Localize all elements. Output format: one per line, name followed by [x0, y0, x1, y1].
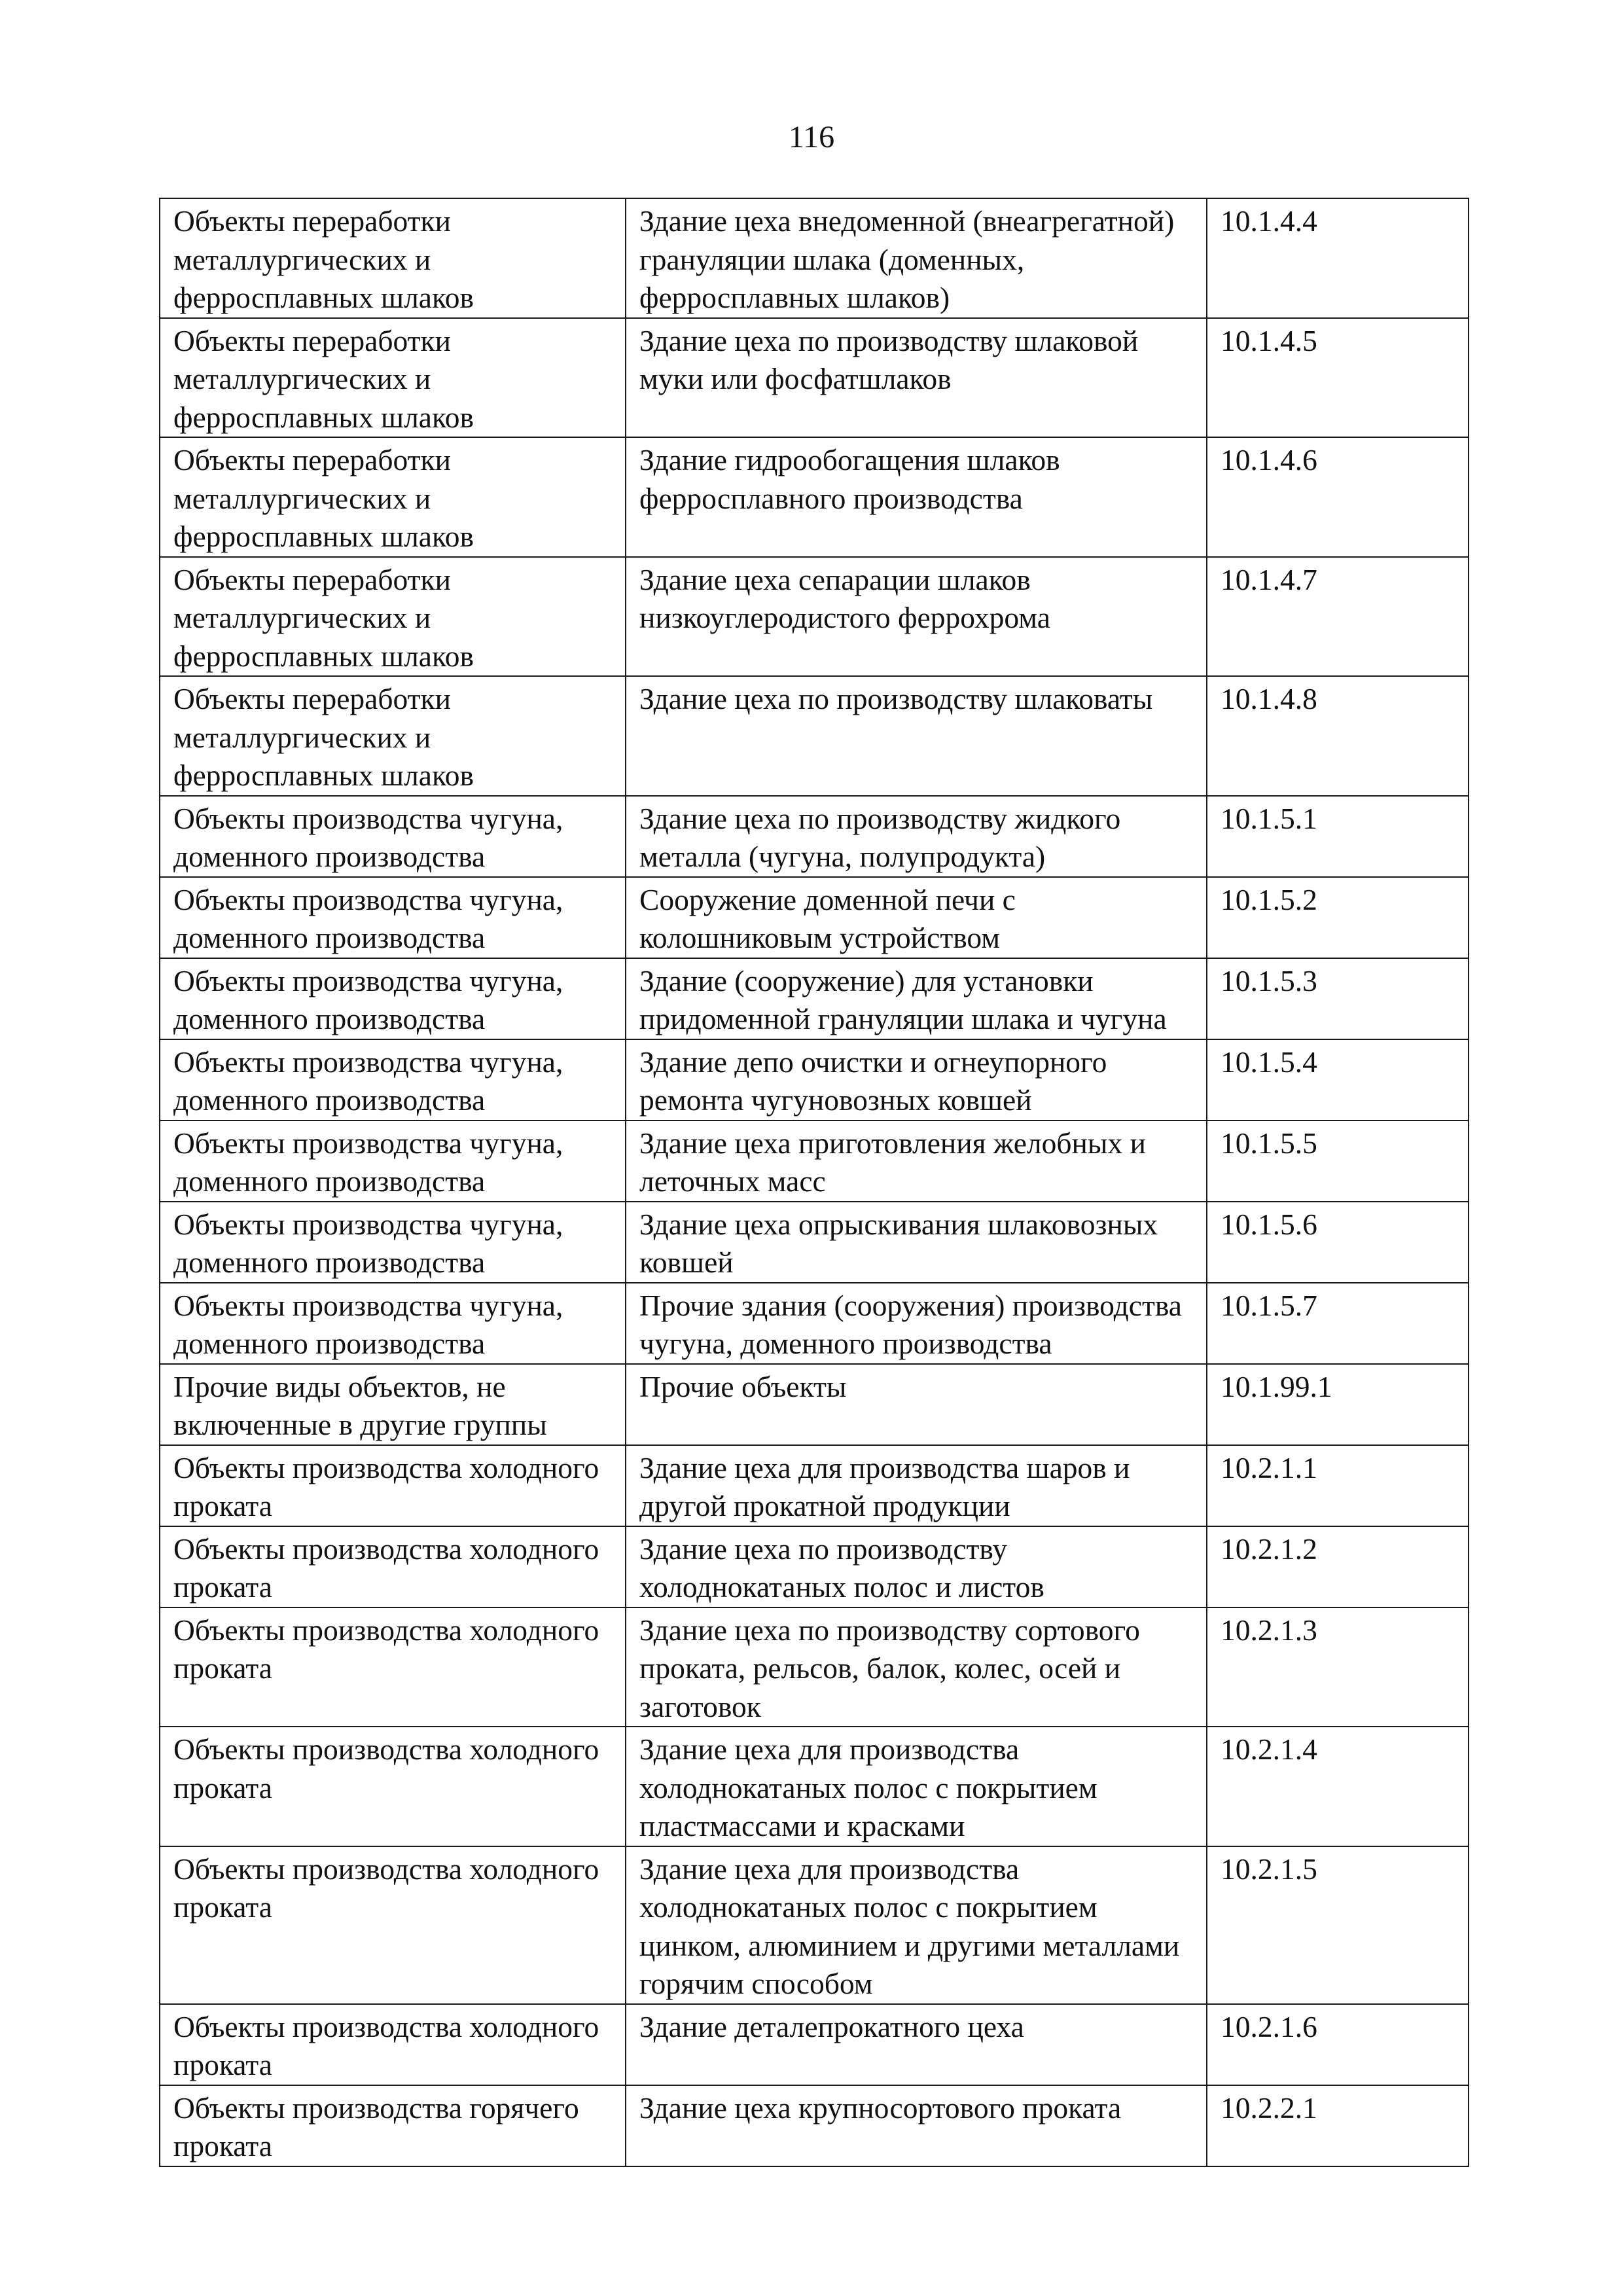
- code-cell: 10.1.4.5: [1207, 318, 1469, 438]
- object-cell: Здание деталепрокатного цеха: [626, 2004, 1207, 2085]
- code-cell: 10.1.5.3: [1207, 958, 1469, 1039]
- code-cell: 10.2.2.1: [1207, 2085, 1469, 2166]
- code-cell: 10.1.5.2: [1207, 877, 1469, 958]
- category-cell: Объекты производства холодного проката: [160, 1727, 626, 1846]
- object-cell: Здание цеха для производства холоднокатаных полос с покрытием цинком, алюминием и другими металлами горячим способом: [626, 1846, 1207, 2004]
- table-row-3: [160, 437, 1469, 557]
- category-cell: Объекты производства холодного проката: [160, 1526, 626, 1607]
- table-row-13: [160, 1364, 1469, 1445]
- code-cell: 10.2.1.4: [1207, 1727, 1469, 1846]
- table-row-16: [160, 1607, 1469, 1727]
- category-cell: Объекты переработки металлургических и ферросплавных шлаков: [160, 676, 626, 796]
- category-cell: Объекты производства чугуна, доменного производства: [160, 1121, 626, 1202]
- table-row-18: [160, 1846, 1469, 2004]
- code-cell: 10.1.4.6: [1207, 437, 1469, 557]
- object-cell: Здание (сооружение) для установки придоменной грануляции шлака и чугуна: [626, 958, 1207, 1039]
- object-cell: Здание цеха внедоменной (внеагрегатной) грануляции шлака (доменных, ферросплавных шлаков): [626, 198, 1207, 318]
- code-cell: 10.2.1.2: [1207, 1526, 1469, 1607]
- table-row-1: [160, 198, 1469, 318]
- object-cell: Здание цеха по производству шлаковаты: [626, 676, 1207, 796]
- code-cell: 10.1.99.1: [1207, 1364, 1469, 1445]
- table-row-8: [160, 958, 1469, 1039]
- object-cell: Здание цеха для производства холоднокатаных полос с покрытием пластмассами и красками: [626, 1727, 1207, 1846]
- table-row-12: [160, 1283, 1469, 1364]
- code-cell: 10.1.5.1: [1207, 796, 1469, 877]
- object-cell: Здание гидрообогащения шлаков ферросплавного производства: [626, 437, 1207, 557]
- category-cell: Объекты производства холодного проката: [160, 1445, 626, 1526]
- object-cell: Сооружение доменной печи с колошниковым устройством: [626, 877, 1207, 958]
- code-cell: 10.1.4.4: [1207, 198, 1469, 318]
- category-cell: Объекты производства чугуна, доменного производства: [160, 796, 626, 877]
- classification-table: [159, 198, 1469, 2167]
- object-cell: Здание цеха по производству холоднокатаных полос и листов: [626, 1526, 1207, 1607]
- object-cell: Здание цеха по производству жидкого металла (чугуна, полупродукта): [626, 796, 1207, 877]
- category-cell: Прочие виды объектов, не включенные в другие группы: [160, 1364, 626, 1445]
- object-cell: Здание цеха для производства шаров и другой прокатной продукции: [626, 1445, 1207, 1526]
- category-cell: Объекты производства чугуна, доменного производства: [160, 1283, 626, 1364]
- table-row-9: [160, 1039, 1469, 1121]
- category-cell: Объекты переработки металлургических и ферросплавных шлаков: [160, 198, 626, 318]
- object-cell: Здание цеха крупносортового проката: [626, 2085, 1207, 2166]
- code-cell: 10.1.4.7: [1207, 557, 1469, 677]
- table-row-2: [160, 318, 1469, 438]
- table-row-19: [160, 2004, 1469, 2085]
- category-cell: Объекты производства холодного проката: [160, 1846, 626, 2004]
- code-cell: 10.2.1.5: [1207, 1846, 1469, 2004]
- category-cell: Объекты производства чугуна, доменного производства: [160, 958, 626, 1039]
- table-row-7: [160, 877, 1469, 958]
- category-cell: Объекты производства чугуна, доменного производства: [160, 877, 626, 958]
- table-row-4: [160, 557, 1469, 677]
- code-cell: 10.1.5.6: [1207, 1202, 1469, 1283]
- code-cell: 10.2.1.3: [1207, 1607, 1469, 1727]
- code-cell: 10.2.1.1: [1207, 1445, 1469, 1526]
- category-cell: Объекты производства холодного проката: [160, 2004, 626, 2085]
- table-row-17: [160, 1727, 1469, 1846]
- category-cell: Объекты переработки металлургических и ферросплавных шлаков: [160, 437, 626, 557]
- table-row-20: [160, 2085, 1469, 2166]
- table-row-6: [160, 796, 1469, 877]
- category-cell: Объекты производства холодного проката: [160, 1607, 626, 1727]
- table-body: [160, 198, 1469, 2166]
- code-cell: 10.1.5.7: [1207, 1283, 1469, 1364]
- object-cell: Здание цеха опрыскивания шлаковозных ковшей: [626, 1202, 1207, 1283]
- code-cell: 10.1.5.4: [1207, 1039, 1469, 1121]
- object-cell: Здание цеха по производству сортового проката, рельсов, балок, колес, осей и заготовок: [626, 1607, 1207, 1727]
- category-cell: Объекты производства горячего проката: [160, 2085, 626, 2166]
- object-cell: Прочие здания (сооружения) производства чугуна, доменного производства: [626, 1283, 1207, 1364]
- table-row-14: [160, 1445, 1469, 1526]
- category-cell: Объекты производства чугуна, доменного производства: [160, 1039, 626, 1121]
- object-cell: Здание цеха приготовления желобных и леточных масс: [626, 1121, 1207, 1202]
- object-cell: Здание депо очистки и огнеупорного ремонта чугуновозных ковшей: [626, 1039, 1207, 1121]
- object-cell: Прочие объекты: [626, 1364, 1207, 1445]
- table-row-11: [160, 1202, 1469, 1283]
- table-row-10: [160, 1121, 1469, 1202]
- object-cell: Здание цеха сепарации шлаков низкоуглеродистого феррохрома: [626, 557, 1207, 677]
- category-cell: Объекты переработки металлургических и ферросплавных шлаков: [160, 557, 626, 677]
- table-row-5: [160, 676, 1469, 796]
- category-cell: Объекты переработки металлургических и ферросплавных шлаков: [160, 318, 626, 438]
- category-cell: Объекты производства чугуна, доменного производства: [160, 1202, 626, 1283]
- code-cell: 10.1.4.8: [1207, 676, 1469, 796]
- page-number: 116: [788, 120, 835, 154]
- code-cell: 10.2.1.6: [1207, 2004, 1469, 2085]
- table-row-15: [160, 1526, 1469, 1607]
- object-cell: Здание цеха по производству шлаковой муки или фосфатшлаков: [626, 318, 1207, 438]
- code-cell: 10.1.5.5: [1207, 1121, 1469, 1202]
